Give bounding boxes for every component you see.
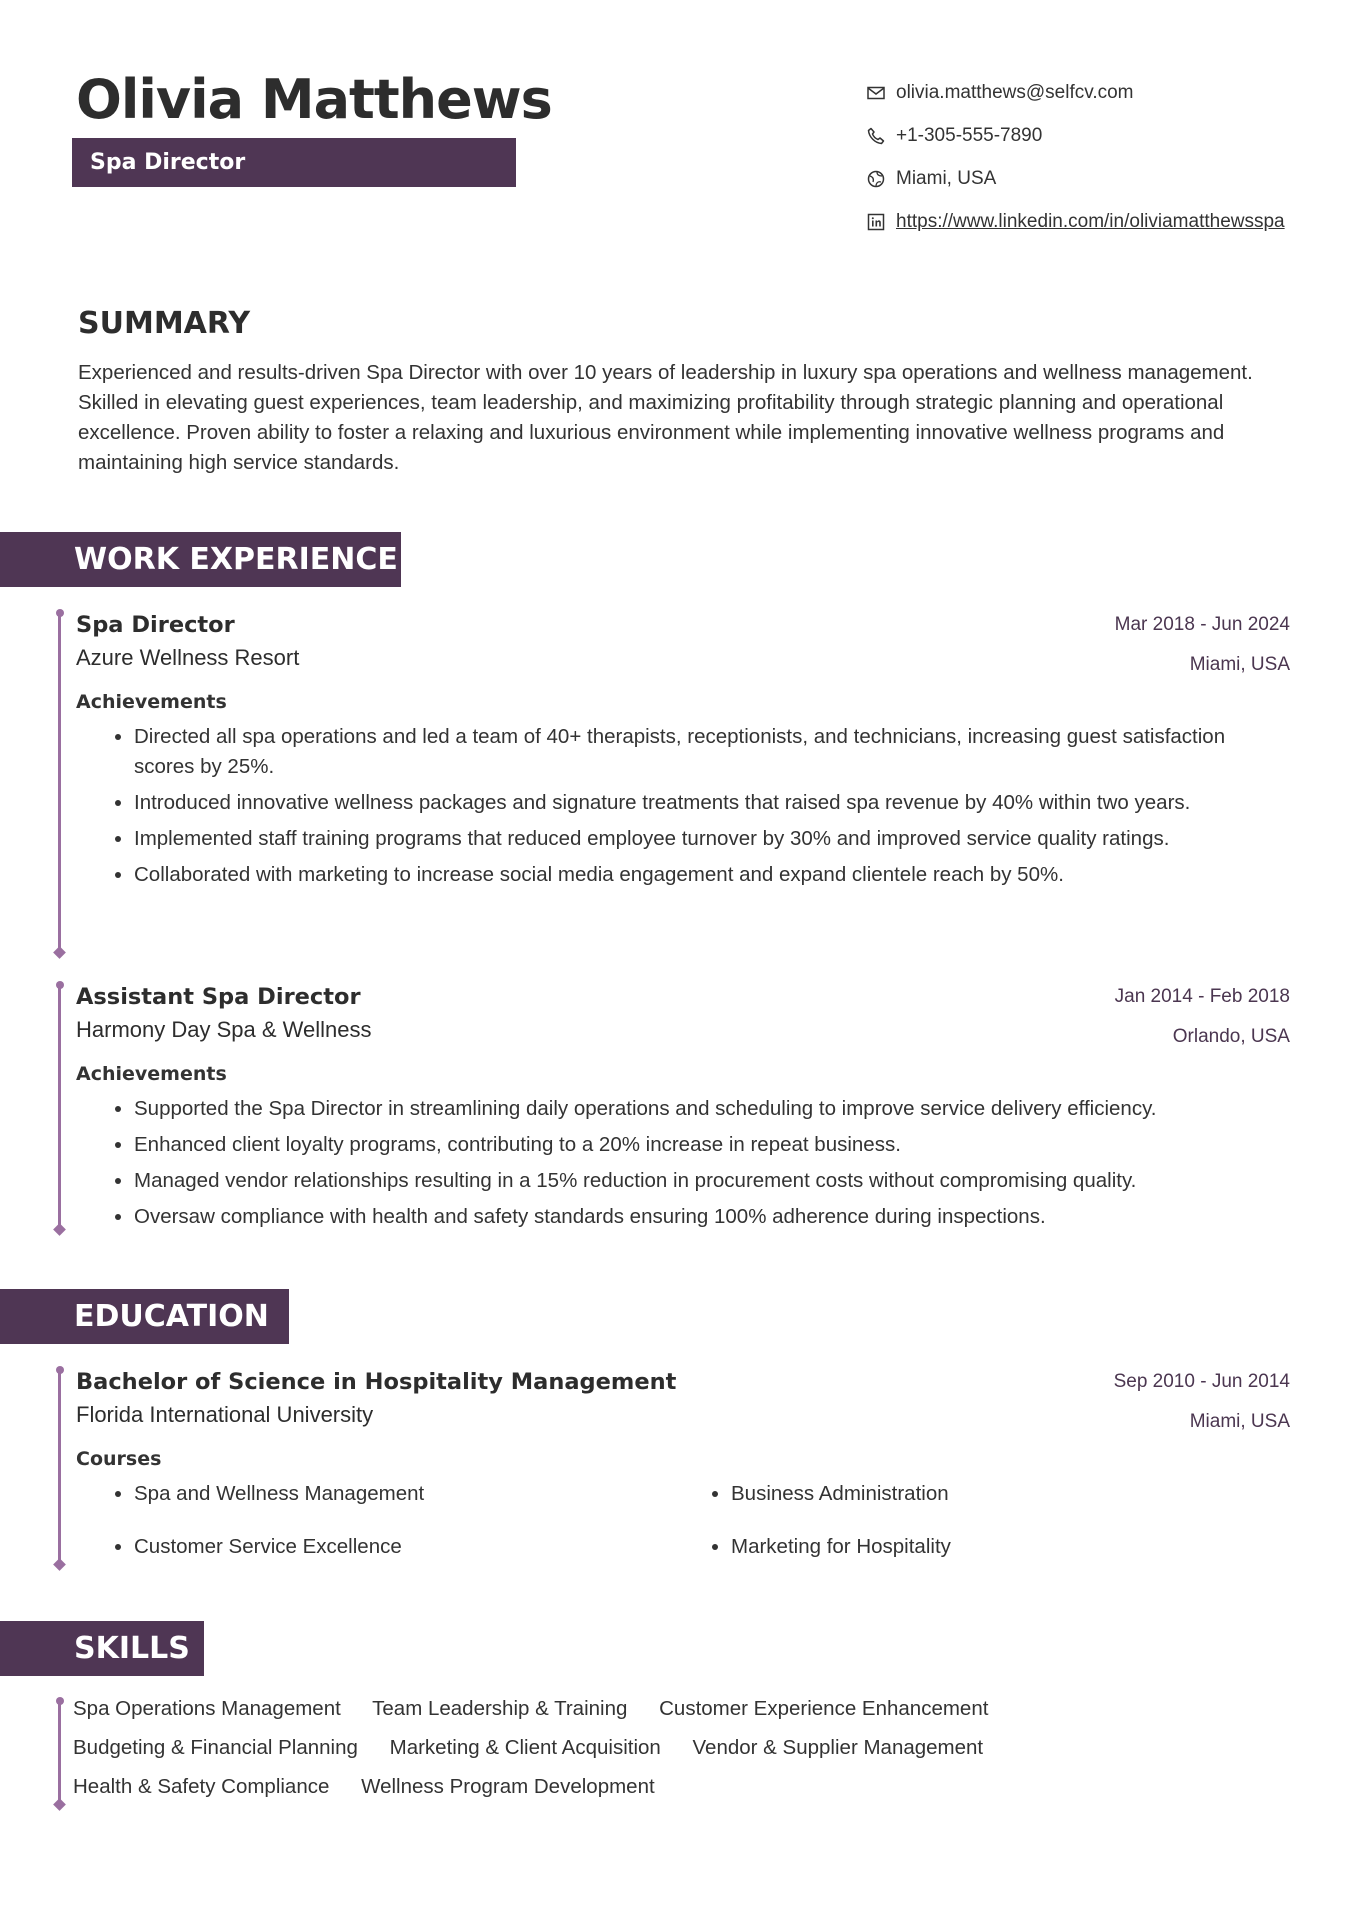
contact-phone [866, 121, 1286, 151]
list-item: • Marketing for Hospitality [731, 1532, 1173, 1562]
list-item: • Customer Service Excellence [134, 1532, 673, 1562]
list-item: • Collaborated with marketing to increase social media engagement and expand clientele reach by 50%. [134, 860, 1290, 890]
skill-item: Marketing & Client Acquisition [389, 1736, 661, 1759]
skills-list [73, 1694, 1223, 1811]
achievements-list [76, 1094, 1290, 1232]
skill-item: Health & Safety Compliance [73, 1775, 330, 1798]
education-location: Miami, USA [1189, 1411, 1290, 1432]
education-heading: EDUCATION [0, 1289, 289, 1344]
contact-email [866, 78, 1286, 108]
candidate-name: Olivia Matthews [76, 68, 552, 131]
skills-row [73, 1772, 1223, 1802]
timeline-line-job-1 [58, 613, 61, 953]
summary-text: Experienced and results-driven Spa Director with over 10 years of leadership in luxury spa operations and wellness management. Skilled in elevating guest experiences, team leadership, and maximizing profitability through strategic planning and operational excellence. Proven ability to foster a relaxing and luxurious environment while implementing innovative wellness programs and maintaining high service standards. [78, 361, 1253, 474]
job-dates: Jan 2014 - Feb 2018 [1114, 986, 1290, 1007]
job-location: Miami, USA [1189, 654, 1290, 675]
work-entry-2 [76, 982, 1290, 1238]
list-item: • Business Administration [731, 1479, 1173, 1509]
list-item: • Enhanced client loyalty programs, contributing to a 20% increase in repeat business. [134, 1130, 1290, 1160]
courses-grid [76, 1479, 1290, 1585]
skill-item: Customer Experience Enhancement [659, 1697, 989, 1720]
education-entry [76, 1367, 1290, 1585]
email-text[interactable]: olivia.matthews@selfcv.com [896, 82, 1134, 103]
skills-heading: SKILLS [0, 1621, 204, 1676]
timeline-line-education [58, 1370, 61, 1565]
linkedin-link[interactable]: https://www.linkedin.com/in/oliviamatthewsspa [896, 211, 1285, 232]
courses-list-left [76, 1479, 673, 1585]
linkedin-icon [866, 212, 886, 232]
skill-item: Spa Operations Management [73, 1697, 341, 1720]
contact-linkedin [866, 207, 1286, 237]
company-name: Harmony Day Spa & Wellness [76, 1017, 372, 1042]
list-item: • Spa and Wellness Management [134, 1479, 673, 1509]
job-title: Spa Director [76, 612, 235, 638]
job-title-banner: Spa Director [72, 138, 516, 187]
skills-row [73, 1694, 1223, 1724]
timeline-line-job-2 [58, 985, 61, 1230]
skill-item: Wellness Program Development [361, 1775, 655, 1798]
education-dates: Sep 2010 - Jun 2014 [1113, 1371, 1290, 1392]
list-item: • Oversaw compliance with health and safety standards ensuring 100% adherence during inspections. [134, 1202, 1290, 1232]
skill-item: Budgeting & Financial Planning [73, 1736, 358, 1759]
job-location: Orlando, USA [1172, 1026, 1290, 1047]
achievements-heading: Achievements [76, 1063, 227, 1085]
globe-icon [866, 169, 886, 189]
list-item: • Directed all spa operations and led a team of 40+ therapists, receptionists, and technicians, increasing guest satisfaction scores by 25%. [134, 722, 1290, 782]
courses-list-right [673, 1479, 1173, 1585]
courses-heading: Courses [76, 1448, 162, 1470]
achievements-heading: Achievements [76, 691, 227, 713]
list-item: • Implemented staff training programs that reduced employee turnover by 30% and improved service quality ratings. [134, 824, 1290, 854]
list-item: • Introduced innovative wellness packages and signature treatments that raised spa revenue by 40% within two years. [134, 788, 1290, 818]
list-item: • Managed vendor relationships resulting in a 15% reduction in procurement costs without compromising quality. [134, 1166, 1290, 1196]
work-entry-1 [76, 610, 1290, 896]
skills-row [73, 1733, 1223, 1763]
envelope-icon [866, 83, 886, 103]
timeline-line-skills [58, 1701, 61, 1805]
phone-text[interactable]: +1-305-555-7890 [896, 125, 1043, 146]
job-title: Assistant Spa Director [76, 984, 361, 1010]
skill-item: Team Leadership & Training [372, 1697, 628, 1720]
contact-info [866, 78, 1286, 250]
work-experience-heading: WORK EXPERIENCE [0, 532, 401, 587]
skill-item: Vendor & Supplier Management [692, 1736, 984, 1759]
company-name: Azure Wellness Resort [76, 645, 300, 670]
achievements-list [76, 722, 1290, 890]
contact-location [866, 164, 1286, 194]
phone-icon [866, 126, 886, 146]
school-name: Florida International University [76, 1402, 374, 1427]
degree-title: Bachelor of Science in Hospitality Management [76, 1369, 677, 1395]
list-item: • Supported the Spa Director in streamlining daily operations and scheduling to improve service delivery efficiency. [134, 1094, 1290, 1124]
summary-heading: SUMMARY [78, 306, 251, 341]
job-dates: Mar 2018 - Jun 2024 [1114, 614, 1290, 635]
location-text: Miami, USA [896, 168, 997, 189]
